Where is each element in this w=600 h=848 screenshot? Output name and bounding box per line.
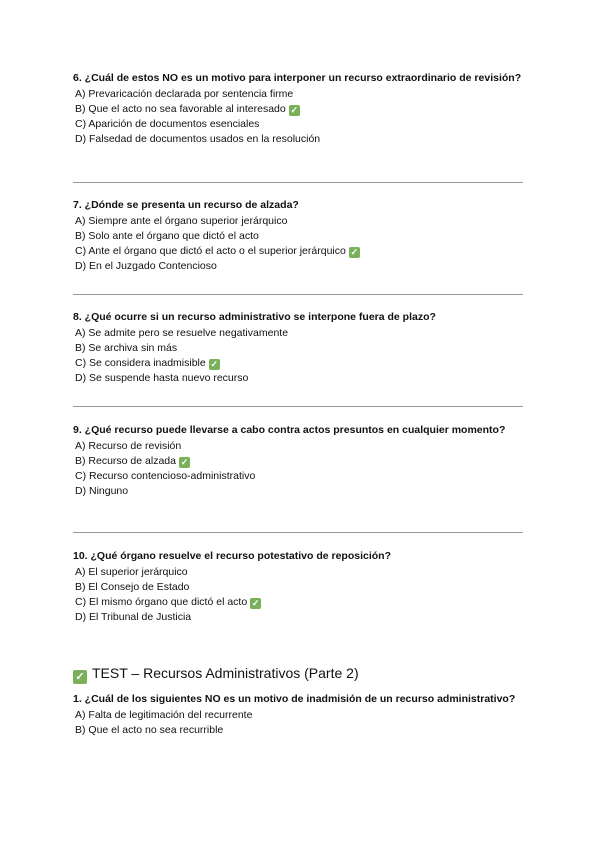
- option: [73, 454, 533, 469]
- option: [73, 244, 533, 259]
- option: [73, 469, 533, 484]
- option: [73, 87, 533, 102]
- divider: [73, 294, 523, 295]
- question-6: [73, 71, 533, 147]
- part2-question-1: [73, 692, 533, 738]
- check-mark-icon: ✓: [350, 247, 359, 257]
- option: [73, 259, 533, 274]
- option: [73, 610, 533, 625]
- section-title-text: TEST – Recursos Administrativos (Parte 2): [92, 665, 359, 681]
- question-10: [73, 549, 533, 625]
- option-text: A) El superior jerárquico: [75, 566, 188, 578]
- question-title: 8. ¿Qué ocurre si un recurso administrativo se interpone fuera de plazo?: [73, 311, 436, 323]
- option-text: D) Falsedad de documentos usados en la resolución: [75, 133, 321, 145]
- divider: [73, 406, 523, 407]
- option: [73, 132, 533, 147]
- option-text: C) Ante el órgano que dictó el acto o el superior jerárquico: [75, 245, 346, 257]
- option: [73, 341, 533, 356]
- question-title: 9. ¿Qué recurso puede llevarse a cabo contra actos presuntos en cualquier momento?: [73, 424, 506, 436]
- option-text: B) Solo ante el órgano que dictó el acto: [75, 230, 259, 242]
- option: [73, 371, 533, 386]
- check-mark-icon: ✓: [251, 598, 260, 608]
- question-title: 6. ¿Cuál de estos NO es un motivo para interponer un recurso extraordinario de revisión?: [73, 72, 522, 84]
- option-text: C) Se considera inadmisible: [75, 357, 206, 369]
- option-text: A) Prevaricación declarada por sentencia firme: [75, 88, 294, 100]
- check-mark-icon: ✓: [73, 670, 87, 684]
- question-title: 10. ¿Qué órgano resuelve el recurso potestativo de reposición?: [73, 550, 392, 562]
- option: [73, 214, 533, 229]
- option-text: B) Se archiva sin más: [75, 342, 178, 354]
- option-text: D) Ninguno: [75, 485, 129, 497]
- option-text: B) Recurso de alzada: [75, 455, 176, 467]
- option: [73, 326, 533, 341]
- question-title: 7. ¿Dónde se presenta un recurso de alzada?: [73, 199, 299, 211]
- option: [73, 484, 533, 499]
- option-text: D) Se suspende hasta nuevo recurso: [75, 372, 249, 384]
- question-9: [73, 423, 533, 499]
- option-text: B) Que el acto no sea recurrible: [75, 724, 224, 736]
- check-mark-icon: ✓: [290, 105, 298, 115]
- option: [73, 580, 533, 595]
- option: [73, 723, 533, 738]
- option: [73, 102, 533, 117]
- option-text: B) El Consejo de Estado: [75, 581, 190, 593]
- option-text: A) Falta de legitimación del recurrente: [75, 709, 253, 721]
- option-text: C) Aparición de documentos esenciales: [75, 118, 260, 130]
- check-mark-icon: ✓: [180, 457, 189, 467]
- option-text: C) Recurso contencioso-administrativo: [75, 470, 256, 482]
- option: [73, 565, 533, 580]
- option-text: D) El Tribunal de Justicia: [75, 611, 192, 623]
- divider: [73, 532, 523, 533]
- question-7: [73, 198, 533, 274]
- option-text: A) Recurso de revisión: [75, 440, 182, 452]
- option: [73, 439, 533, 454]
- option-text: D) En el Juzgado Contencioso: [75, 260, 217, 272]
- option-text: A) Siempre ante el órgano superior jerárquico: [75, 215, 288, 227]
- option: [73, 356, 533, 371]
- question-title: 1. ¿Cuál de los siguientes NO es un motivo de inadmisión de un recurso administrativo?: [73, 693, 516, 705]
- question-8: [73, 310, 533, 386]
- option: [73, 708, 533, 723]
- option: [73, 229, 533, 244]
- check-mark-icon: ✓: [210, 359, 218, 369]
- section-title: [73, 664, 359, 684]
- option-text: B) Que el acto no sea favorable al interesado: [75, 103, 286, 115]
- option: [73, 117, 533, 132]
- option: [73, 595, 533, 610]
- divider: [73, 182, 523, 183]
- option-text: C) El mismo órgano que dictó el acto: [75, 596, 248, 608]
- option-text: A) Se admite pero se resuelve negativamente: [75, 327, 289, 339]
